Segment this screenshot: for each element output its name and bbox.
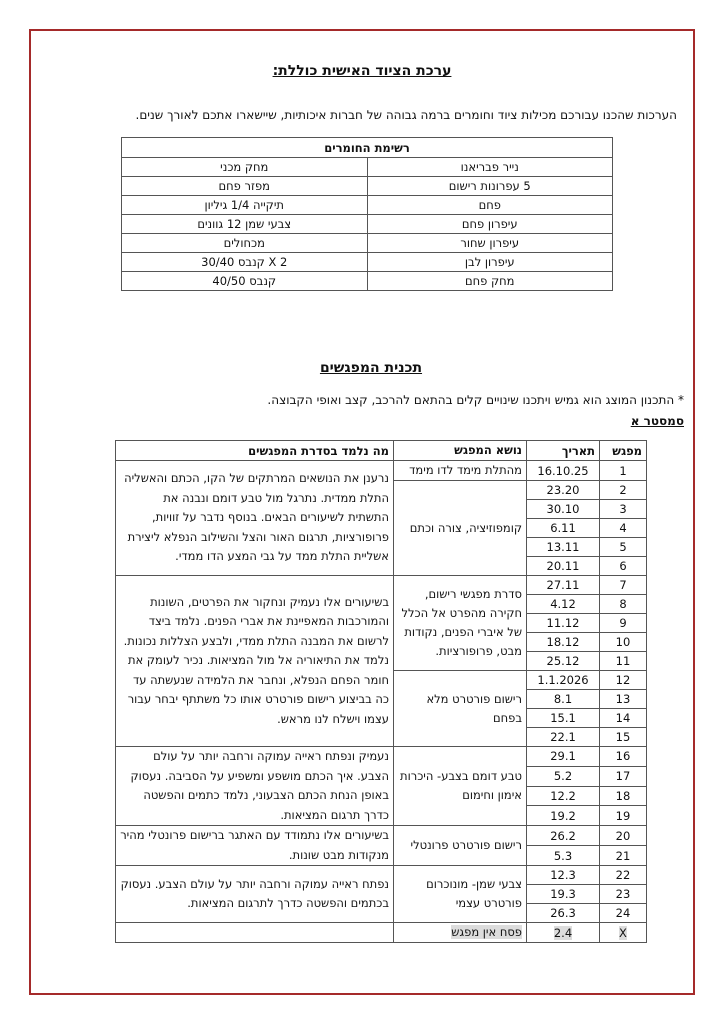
session-number: 18	[600, 786, 647, 806]
session-date: 18.12	[527, 633, 600, 652]
table-row	[122, 177, 613, 196]
session-number: 17	[600, 766, 647, 786]
session-date: 26.3	[527, 904, 600, 923]
table-row	[122, 158, 613, 177]
schedule-table	[115, 440, 647, 943]
header-topic: נושא המפגש	[394, 441, 527, 461]
equipment-title: ערכת הציוד האישית כוללת:	[272, 63, 452, 79]
holiday-session-mark: X	[619, 925, 627, 940]
table-row	[116, 576, 647, 595]
session-number: 21	[600, 846, 647, 866]
table-row	[122, 196, 613, 215]
session-date: 26.2	[527, 826, 600, 846]
session-number: 19	[600, 806, 647, 826]
session-topic	[394, 923, 527, 943]
materials-table	[121, 137, 613, 291]
materials-table-header: רשימת החומרים	[122, 138, 613, 158]
table-row	[116, 747, 647, 767]
material-cell: מכחולים	[122, 234, 368, 253]
session-number: 9	[600, 614, 647, 633]
session-date: 29.1	[527, 747, 600, 767]
material-cell: פחם	[367, 196, 613, 215]
session-number: 1	[600, 461, 647, 481]
session-date: 20.11	[527, 557, 600, 576]
session-topic: קומפוזיציה, צורה וכתם	[394, 481, 527, 576]
session-description: נפתח ראייה עמוקה ורחבה יותר על עולם הצבע. נעסוק בכתמים והפשטה כדרך לתרגום המציאות.	[116, 866, 394, 923]
session-number: 4	[600, 519, 647, 538]
session-date: 6.11	[527, 519, 600, 538]
session-description: נרענן את הנושאים המרתקים של הקו, הכתם והאשליה התלת ממדית. נתרגל מול טבע דומם ונבנה את התשתית לשיעורים הבאים. בנוסף נדבר על זוויות, פרופורציות, תרגום האור והצל והשילוב הנפלא ליצירת אשליית התלת ממד על גבי המצע הדו ממדי.	[116, 461, 394, 576]
table-row-holiday	[116, 923, 647, 943]
session-number: 13	[600, 690, 647, 709]
material-cell: עיפרון שחור	[367, 234, 613, 253]
session-number: 20	[600, 826, 647, 846]
session-description: נעמיק ונפתח ראייה עמוקה ורחבה יותר על עולם הצבע. איך הכתם מושפע ומשפיע על הסביבה. נעסוק באופן הנחת הכתם הצבעוני, נלמד כתמים והפשטה כדרך תרגום המציאות.	[116, 747, 394, 826]
table-row	[116, 826, 647, 846]
session-description: בשיעורים אלו נתמודד עם האתגר ברישום פרונטלי מהיר מנקודות מבט שונות.	[116, 826, 394, 866]
session-number: 22	[600, 866, 647, 885]
session-number: 11	[600, 652, 647, 671]
session-number: 15	[600, 728, 647, 747]
session-topic: טבע דומם בצבע- היכרות אימון וחימום	[394, 747, 527, 826]
table-row	[116, 866, 647, 885]
material-cell: עיפרון לבן	[367, 253, 613, 272]
session-number: 14	[600, 709, 647, 728]
session-topic: מהתלת מימד לדו מימד	[394, 461, 527, 481]
schedule-title: תכנית המפגשים	[319, 360, 423, 376]
header-description: מה נלמד בסדרת המפגשים	[116, 441, 394, 461]
session-number	[600, 923, 647, 943]
session-topic: צבעי שמן- מונוכרום פורטרט עצמי	[394, 866, 527, 923]
session-date: 8.1	[527, 690, 600, 709]
material-cell: 5 עפרונות רישום	[367, 177, 613, 196]
session-date: 22.1	[527, 728, 600, 747]
table-row	[122, 253, 613, 272]
session-number: 8	[600, 595, 647, 614]
session-description	[116, 923, 394, 943]
session-number: 12	[600, 671, 647, 690]
session-date: 16.10.25	[527, 461, 600, 481]
session-date: 30.10	[527, 500, 600, 519]
session-number: 2	[600, 481, 647, 500]
session-date: 13.11	[527, 538, 600, 557]
session-date: 25.12	[527, 652, 600, 671]
session-number: 16	[600, 747, 647, 767]
session-number: 24	[600, 904, 647, 923]
table-row	[122, 234, 613, 253]
holiday-label: פסח אין מפגש	[451, 925, 522, 939]
material-cell: מחק פחם	[367, 272, 613, 291]
session-number: 3	[600, 500, 647, 519]
table-row	[122, 272, 613, 291]
equipment-intro: הערכות שהכנו עבורכם מכילות ציוד וחומרים ברמה גבוהה של חברות איכותיות, שיישארו אתכם לאורך שנים.	[135, 108, 677, 122]
session-number: 10	[600, 633, 647, 652]
schedule-header-row	[116, 441, 647, 461]
table-row	[122, 215, 613, 234]
table-row	[116, 461, 647, 481]
session-number: 5	[600, 538, 647, 557]
schedule-note: * התכנון המוצג הוא גמיש ויתכנו שינויים קלים בהתאם להרכב, קצב ואופי הקבוצה.	[267, 393, 684, 407]
session-date: 27.11	[527, 576, 600, 595]
session-topic: רישום פורטרט פרונטלי	[394, 826, 527, 866]
header-date: תאריך	[527, 441, 600, 461]
material-cell: 2 X קנבס 30/40	[122, 253, 368, 272]
material-cell: מחק מכני	[122, 158, 368, 177]
session-date: 5.3	[527, 846, 600, 866]
session-date: 11.12	[527, 614, 600, 633]
material-cell: מפזר פחם	[122, 177, 368, 196]
session-date: 12.2	[527, 786, 600, 806]
session-date: 23.20	[527, 481, 600, 500]
session-date: 5.2	[527, 766, 600, 786]
session-date: 4.12	[527, 595, 600, 614]
session-date: 19.2	[527, 806, 600, 826]
material-cell: קנבס 40/50	[122, 272, 368, 291]
header-session: מפגש	[600, 441, 647, 461]
session-number: 7	[600, 576, 647, 595]
semester-label: סמסטר א	[630, 414, 684, 428]
material-cell: נייר פבריאנו	[367, 158, 613, 177]
material-cell: צבעי שמן 12 גוונים	[122, 215, 368, 234]
session-date	[527, 923, 600, 943]
session-number: 23	[600, 885, 647, 904]
session-date: 19.3	[527, 885, 600, 904]
session-topic: סדרת מפגשי רישום, חקירה מהפרט אל הכלל של איברי הפנים, נקודות מבט, פרופורציות.	[394, 576, 527, 671]
material-cell: עיפרון פחם	[367, 215, 613, 234]
session-number: 6	[600, 557, 647, 576]
session-date: 1.1.2026	[527, 671, 600, 690]
holiday-date: 2.4	[553, 925, 573, 940]
session-date: 15.1	[527, 709, 600, 728]
material-cell: תיקייה 1/4 גיליון	[122, 196, 368, 215]
session-description: בשיעורים אלו נעמיק ונחקור את הפרטים, השונות והמורכבות המאפיינת את אברי הפנים. נלמד ביצד לרשום את המבנה התלת ממדי, ולבצע הצללות נכונות. נלמד את התיאוריה אל מול המציאות. נכיר לעומק את חומר הפחם הנפלא, ונחבר את הלמידה שנעשתה עד כה בביצוע רישום פורטרט אותו כל משתתף יבחר עבור עצמו וישלח לנו מראש.	[116, 576, 394, 747]
session-date: 12.3	[527, 866, 600, 885]
session-topic: רישום פורטרט מלא בפחם	[394, 671, 527, 747]
